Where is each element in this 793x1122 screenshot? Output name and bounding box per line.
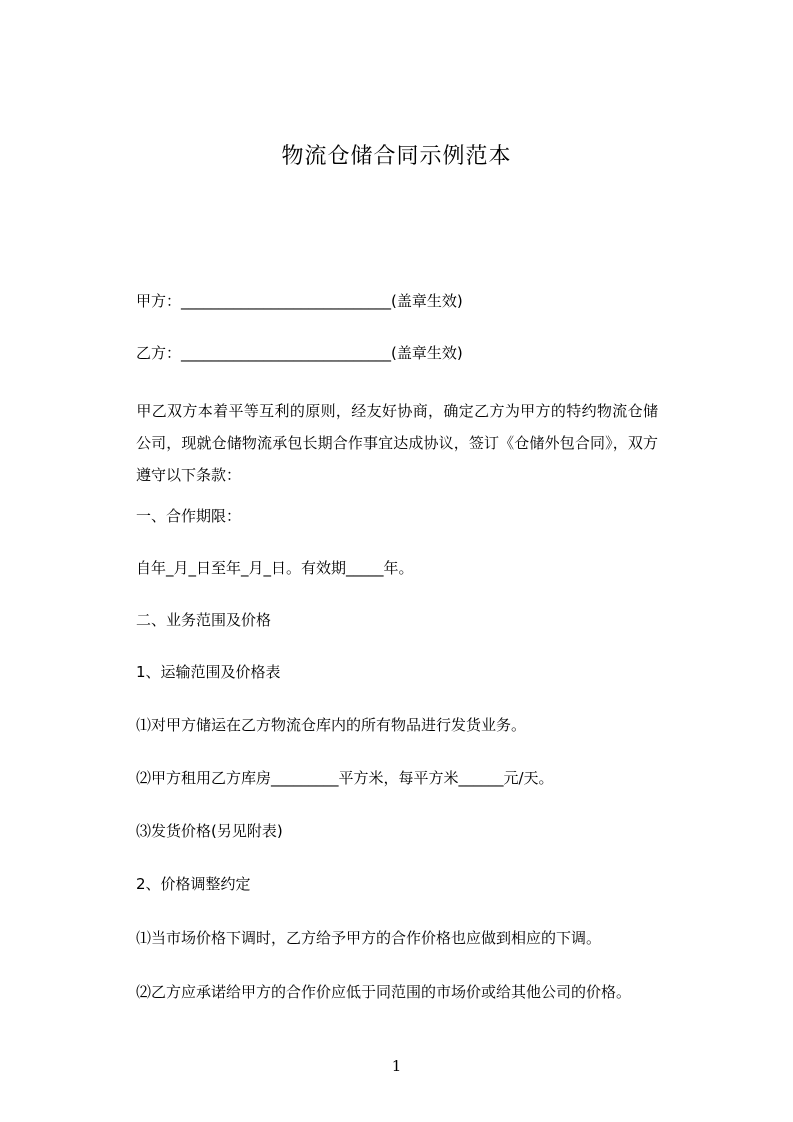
item-1-1: ⑴对甲方储运在乙方物流仓库内的所有物品进行发货业务。 [136,716,527,734]
document-title: 物流仓储合同示例范本 [281,144,512,169]
party-a-line: 甲方：____________________________(盖章生效) [136,292,463,310]
item-1-2: ⑵甲方租用乙方库房_________平方米，每平方米______元/天。 [136,769,554,787]
section-1-term: 自年_月_日至年_月_日。有效期_____年。 [136,559,414,577]
item-1-3: ⑶发货价格(另见附表) [136,822,283,840]
intro-paragraph [136,395,658,491]
party-b-line: 乙方：____________________________(盖章生效) [136,344,463,362]
page-number: 1 [391,1057,402,1075]
section-1-heading: 一、合作期限： [136,507,242,525]
item-1-heading: 1、运输范围及价格表 [136,663,281,681]
item-2-1: ⑴当市场价格下调时，乙方给予甲方的合作价格也应做到相应的下调。 [136,929,602,947]
intro-text: 甲乙双方本着平等互利的原则，经友好协商，确定乙方为甲方的特约物流仓储公司，现就仓储物流承包长期合作事宜达成协议，签订《仓储外包合同》，双方遵守以下条款： [136,402,658,484]
item-2-heading: 2、价格调整约定 [136,875,251,893]
item-2-2: ⑵乙方应承诺给甲方的合作价应低于同范围的市场价或给其他公司的价格。 [136,983,632,1001]
section-2-heading: 二、业务范围及价格 [136,611,272,629]
